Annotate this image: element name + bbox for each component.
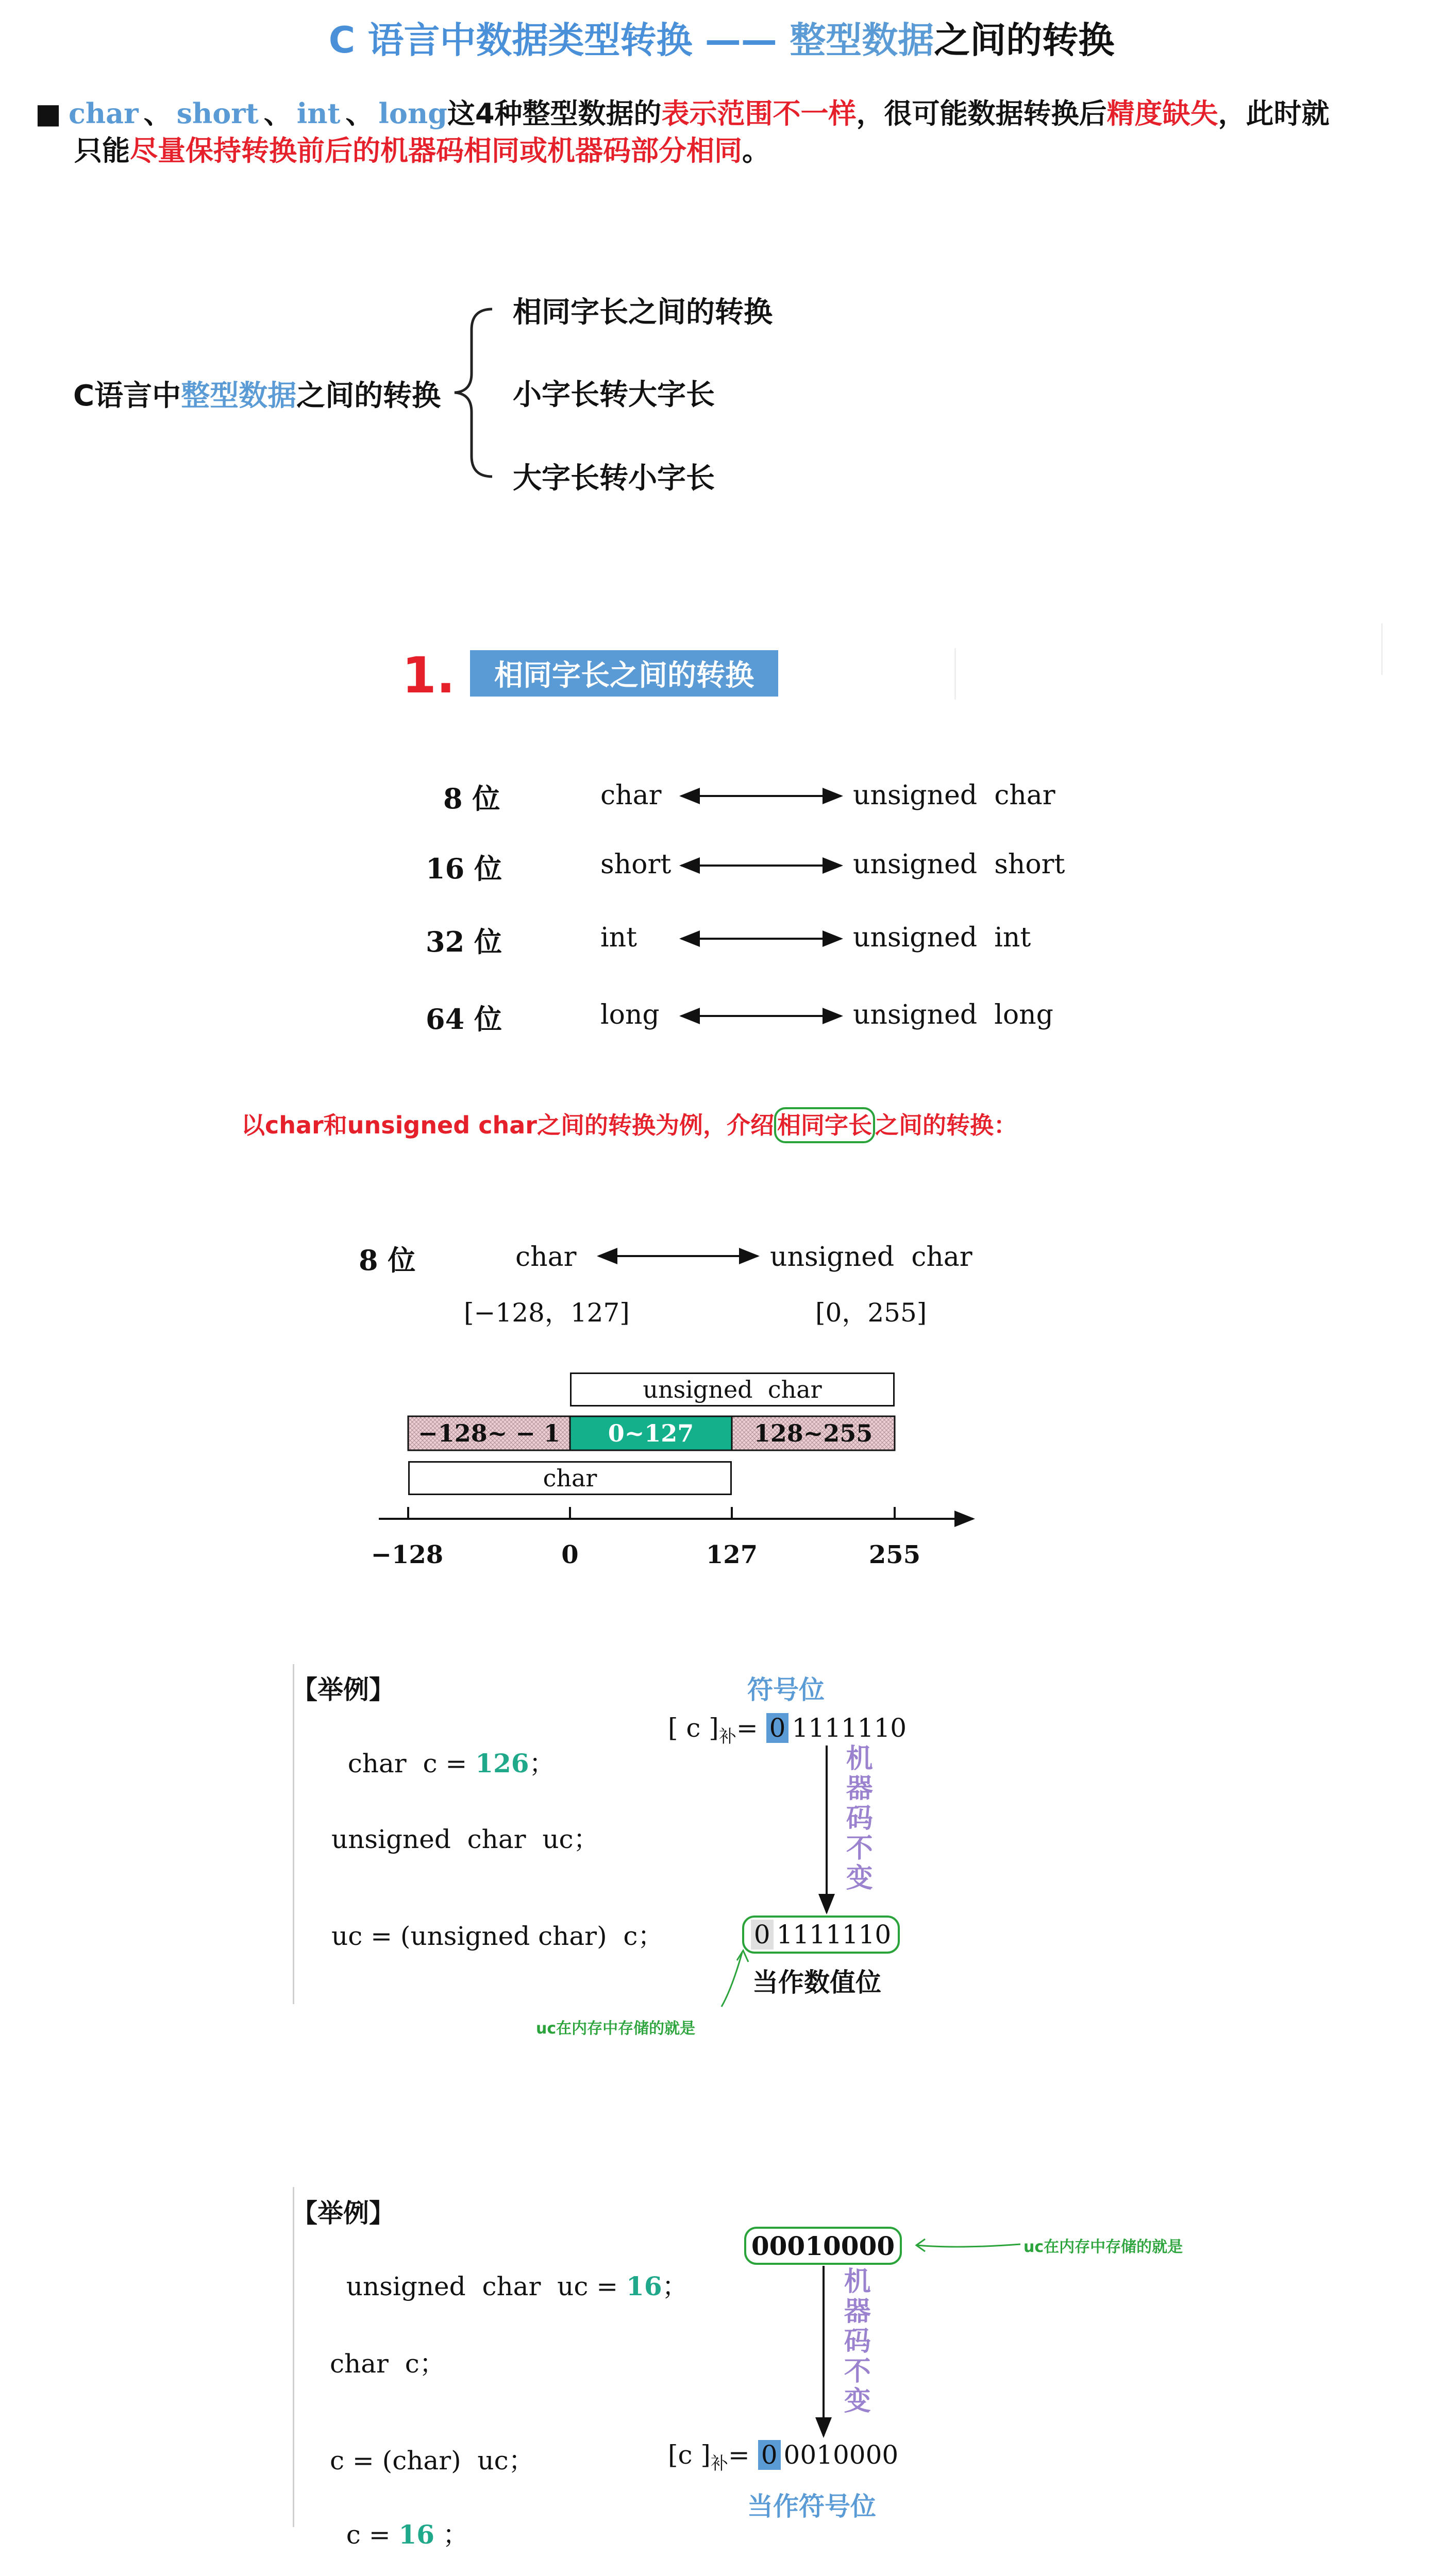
tree-root-a: C语言中 bbox=[73, 379, 181, 413]
intro-text2: ，很可能数据转换后 bbox=[856, 97, 1107, 130]
section-number: 1. bbox=[402, 647, 456, 704]
intro-red3: 尽量保持转换前后的机器码相同或机器码部分相同 bbox=[130, 134, 742, 167]
size-signed-8: char bbox=[600, 780, 662, 811]
size-signed-64: long bbox=[600, 999, 660, 1030]
example2-line1-a: unsigned char uc = bbox=[346, 2272, 627, 2301]
size-bits-32: 32 位 bbox=[426, 925, 502, 958]
example2-line4-a: c = bbox=[346, 2520, 399, 2550]
example2-line3: c = (char) uc； bbox=[330, 2446, 534, 2476]
size-unsigned-8: unsigned char bbox=[853, 780, 1055, 811]
example1-heading: 【举例】 bbox=[292, 1675, 395, 1705]
sign-bit: 0 bbox=[766, 1713, 789, 1743]
example1-value: 126 bbox=[475, 1748, 529, 1778]
type-short: short bbox=[176, 97, 259, 130]
title-part2: 整型数据 bbox=[790, 19, 934, 61]
bits-rest: 0010000 bbox=[783, 2440, 899, 2470]
tree-branch-1: 相同字长之间的转换 bbox=[513, 296, 773, 329]
bullet-icon: ■ bbox=[35, 97, 62, 130]
example1-note: uc在内存中存储的就是 bbox=[536, 2020, 696, 2038]
size-bits-16: 16 位 bbox=[426, 852, 502, 885]
range-bits: 8 位 bbox=[359, 1244, 416, 1277]
range-signed-range: [−128，127] bbox=[464, 1298, 630, 1328]
type-char: char bbox=[69, 97, 139, 130]
char-range-box: char bbox=[408, 1461, 732, 1495]
unsigned-char-range-box: unsigned char bbox=[570, 1372, 895, 1406]
example2-line2: char c； bbox=[330, 2349, 445, 2379]
reg-prefix: [c ] bbox=[668, 2440, 711, 2470]
section-label: 相同字长之间的转换 bbox=[470, 650, 778, 697]
example1-value-label: 当作数值位 bbox=[752, 1968, 881, 1997]
sep: 、 bbox=[345, 97, 374, 130]
sep: 、 bbox=[143, 97, 172, 130]
seg-high-label: 128~255 bbox=[753, 1419, 873, 1447]
type-int: int bbox=[296, 97, 341, 130]
example-intro-b: 相同字长 bbox=[774, 1107, 875, 1143]
tree-root-c: 之间的转换 bbox=[296, 379, 441, 413]
intro-red1: 表示范围不一样 bbox=[661, 97, 857, 130]
reg-sub: 补 bbox=[710, 2453, 728, 2474]
size-unsigned-32: unsigned int bbox=[853, 922, 1031, 953]
title-part3: 之间的转换 bbox=[934, 19, 1115, 61]
example1-sign-label: 符号位 bbox=[747, 1675, 825, 1705]
mc-text: 机器码不变 bbox=[839, 2267, 870, 2416]
result-first: 0 bbox=[751, 1920, 774, 1950]
range-unsigned-label: unsigned char bbox=[770, 1242, 972, 1273]
example2-line1-b: ； bbox=[662, 2272, 688, 2301]
intro-text3: ，此时就 bbox=[1218, 97, 1330, 130]
range-signed-label: char bbox=[515, 1242, 577, 1273]
sep: 、 bbox=[263, 97, 292, 130]
example1-line2: unsigned char uc； bbox=[331, 1824, 599, 1854]
example2-note: uc在内存中存储的就是 bbox=[1023, 2238, 1183, 2256]
sign-bit: 0 bbox=[758, 2440, 781, 2470]
tick-label: 255 bbox=[868, 1540, 921, 1569]
size-unsigned-16: unsigned short bbox=[853, 849, 1065, 880]
seg-neg-label: −128~ − 1 bbox=[418, 1419, 560, 1447]
reg-eq: = bbox=[736, 1713, 758, 1743]
bits-rest: 1111110 bbox=[792, 1713, 907, 1743]
reg-sub: 补 bbox=[718, 1726, 736, 1747]
mc-text: 机器码不变 bbox=[841, 1744, 872, 1893]
title-dash: —— bbox=[704, 19, 777, 61]
tree-branch-3: 大字长转小字长 bbox=[513, 462, 715, 495]
example-intro-a: 以char和unsigned char之间的转换为例，介绍 bbox=[241, 1111, 774, 1139]
example2-value: 16 bbox=[626, 2271, 662, 2301]
example2-stored: 00010000 bbox=[744, 2227, 902, 2265]
intro-line2-end: 。 bbox=[742, 134, 770, 167]
example-intro-c: 之间的转换： bbox=[875, 1111, 1017, 1139]
example1-line3: uc = (unsigned char) c； bbox=[331, 1921, 664, 1951]
example2-line4-b: ； bbox=[434, 2520, 468, 2550]
tree-root-b: 整型数据 bbox=[181, 379, 297, 413]
size-signed-16: short bbox=[600, 849, 672, 880]
example2-heading: 【举例】 bbox=[292, 2198, 395, 2228]
tree-branch-2: 小字长转大字长 bbox=[513, 378, 715, 412]
intro-red2: 精度缺失 bbox=[1106, 97, 1218, 130]
example2-sign-label: 当作符号位 bbox=[747, 2492, 876, 2521]
tick-label: −128 bbox=[371, 1540, 444, 1569]
title-part1: C 语言中数据类型转换 bbox=[328, 19, 693, 61]
intro-text1: 这4种整型数据的 bbox=[447, 97, 662, 130]
intro-line2-prefix: 只能 bbox=[74, 134, 130, 167]
size-unsigned-64: unsigned long bbox=[853, 999, 1053, 1030]
example2-value2: 16 bbox=[398, 2519, 435, 2550]
tick-label: 127 bbox=[706, 1540, 758, 1569]
tick-label: 0 bbox=[561, 1540, 579, 1569]
type-long: long bbox=[378, 97, 447, 130]
example1-line1-b: ； bbox=[529, 1749, 555, 1778]
example1-line1-a: char c = bbox=[347, 1749, 476, 1778]
result-rest: 1111110 bbox=[776, 1920, 892, 1950]
reg-eq: = bbox=[728, 2440, 750, 2470]
size-signed-32: int bbox=[600, 922, 637, 953]
size-bits-64: 64 位 bbox=[426, 1003, 502, 1036]
reg-prefix: [ c ] bbox=[668, 1713, 719, 1743]
size-bits-8: 8 位 bbox=[443, 782, 500, 815]
seg-mid-label: 0~127 bbox=[608, 1419, 694, 1447]
range-unsigned-range: [0，255] bbox=[815, 1298, 927, 1328]
